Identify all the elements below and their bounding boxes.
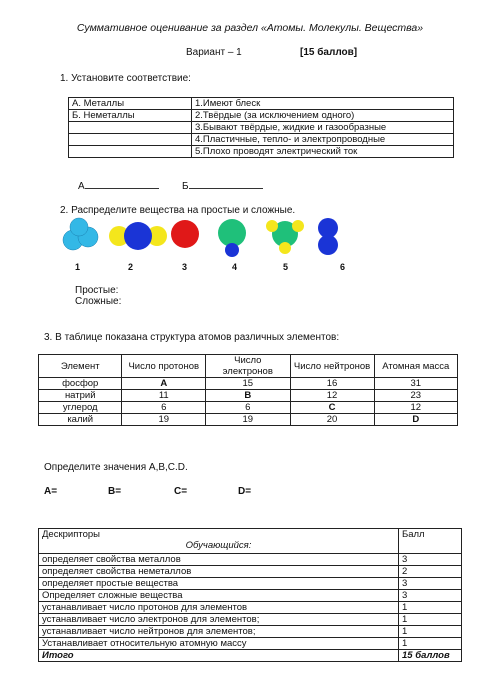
task3-question: 3. В таблице показана структура атомов различных элементов: bbox=[44, 332, 340, 343]
table-total-row bbox=[39, 650, 462, 662]
descriptors-sub: Обучающийся: bbox=[185, 540, 252, 551]
molecule-1 bbox=[63, 218, 98, 250]
molecule-label: 6 bbox=[340, 262, 346, 272]
table-row: 5.Плохо проводят электрический ток bbox=[69, 146, 454, 158]
table-row: определяет свойства неметаллов 2 bbox=[39, 566, 462, 578]
molecule-6 bbox=[318, 218, 338, 255]
answer-b[interactable]: Б bbox=[182, 178, 263, 192]
table-row: Б. Неметаллы 2.Твёрдые (за исключением одного) bbox=[69, 110, 454, 122]
atoms-table bbox=[38, 354, 458, 426]
answer-field-a[interactable]: А= bbox=[44, 486, 58, 497]
molecule-2 bbox=[109, 222, 167, 250]
molecule-label: 2 bbox=[128, 262, 134, 272]
table-row: углерод 6 6 С 12 bbox=[39, 402, 458, 414]
molecule-label: 1 bbox=[75, 262, 81, 272]
complex-label: Сложные: bbox=[75, 296, 122, 307]
answer-field-b[interactable]: В= bbox=[108, 486, 122, 497]
points-label: [15 баллов] bbox=[300, 47, 358, 58]
table-row: устанавливает число протонов для элементов 1 bbox=[39, 602, 462, 614]
table-row: устанавливает число нейтронов для элементов; 1 bbox=[39, 626, 462, 638]
answer-a[interactable]: А bbox=[78, 178, 159, 192]
descriptors-table bbox=[38, 528, 462, 662]
define-instruction: Определите значения А,В,С.D. bbox=[44, 462, 188, 473]
total-label: Итого bbox=[39, 650, 399, 662]
molecule-label: 5 bbox=[283, 262, 289, 272]
molecule-5 bbox=[266, 220, 304, 254]
molecules-figure bbox=[55, 214, 355, 264]
score-header: Балл bbox=[399, 529, 462, 554]
molecule-label: 4 bbox=[232, 262, 238, 272]
table-row: Определяет сложные вещества 3 bbox=[39, 590, 462, 602]
page-title: Суммативное оценивание за раздел «Атомы. Молекулы. Вещества» bbox=[76, 22, 424, 34]
table-row: натрий 11 В 12 23 bbox=[39, 390, 458, 402]
task1-question: 1. Установите соответствие: bbox=[60, 73, 191, 84]
table-row: калий 19 19 20 D bbox=[39, 414, 458, 426]
task1-table bbox=[68, 97, 454, 158]
answer-field-c[interactable]: С= bbox=[174, 486, 188, 497]
table-header-row: Элемент Число протонов Число электронов Число нейтронов Атомная масса bbox=[39, 355, 458, 378]
table-row: устанавливает число электронов для элементов; 1 bbox=[39, 614, 462, 626]
table-header-row bbox=[39, 529, 462, 554]
table-row: А. Металлы 1.Имеют блеск bbox=[69, 98, 454, 110]
table-row: определяет простые вещества 3 bbox=[39, 578, 462, 590]
answer-field-d[interactable]: D= bbox=[238, 486, 252, 497]
descriptors-header: Дескрипторы bbox=[42, 529, 100, 540]
total-value: 15 баллов bbox=[399, 650, 462, 662]
molecule-label: 3 bbox=[182, 262, 188, 272]
task2-question: 2. Распределите вещества на простые и сложные. bbox=[60, 205, 296, 216]
molecule-3 bbox=[171, 220, 199, 248]
table-row: 3.Бывают твёрдые, жидкие и газообразные bbox=[69, 122, 454, 134]
variant-label: Вариант – 1 bbox=[186, 47, 242, 58]
molecule-4 bbox=[218, 219, 246, 257]
table-row: фосфор А 15 16 31 bbox=[39, 378, 458, 390]
table-row: Устанавливает относительную атомную массу 1 bbox=[39, 638, 462, 650]
table-row: 4.Пластичные, тепло- и электропроводные bbox=[69, 134, 454, 146]
table-row: определяет свойства металлов 3 bbox=[39, 554, 462, 566]
simple-label: Простые: bbox=[75, 285, 119, 296]
